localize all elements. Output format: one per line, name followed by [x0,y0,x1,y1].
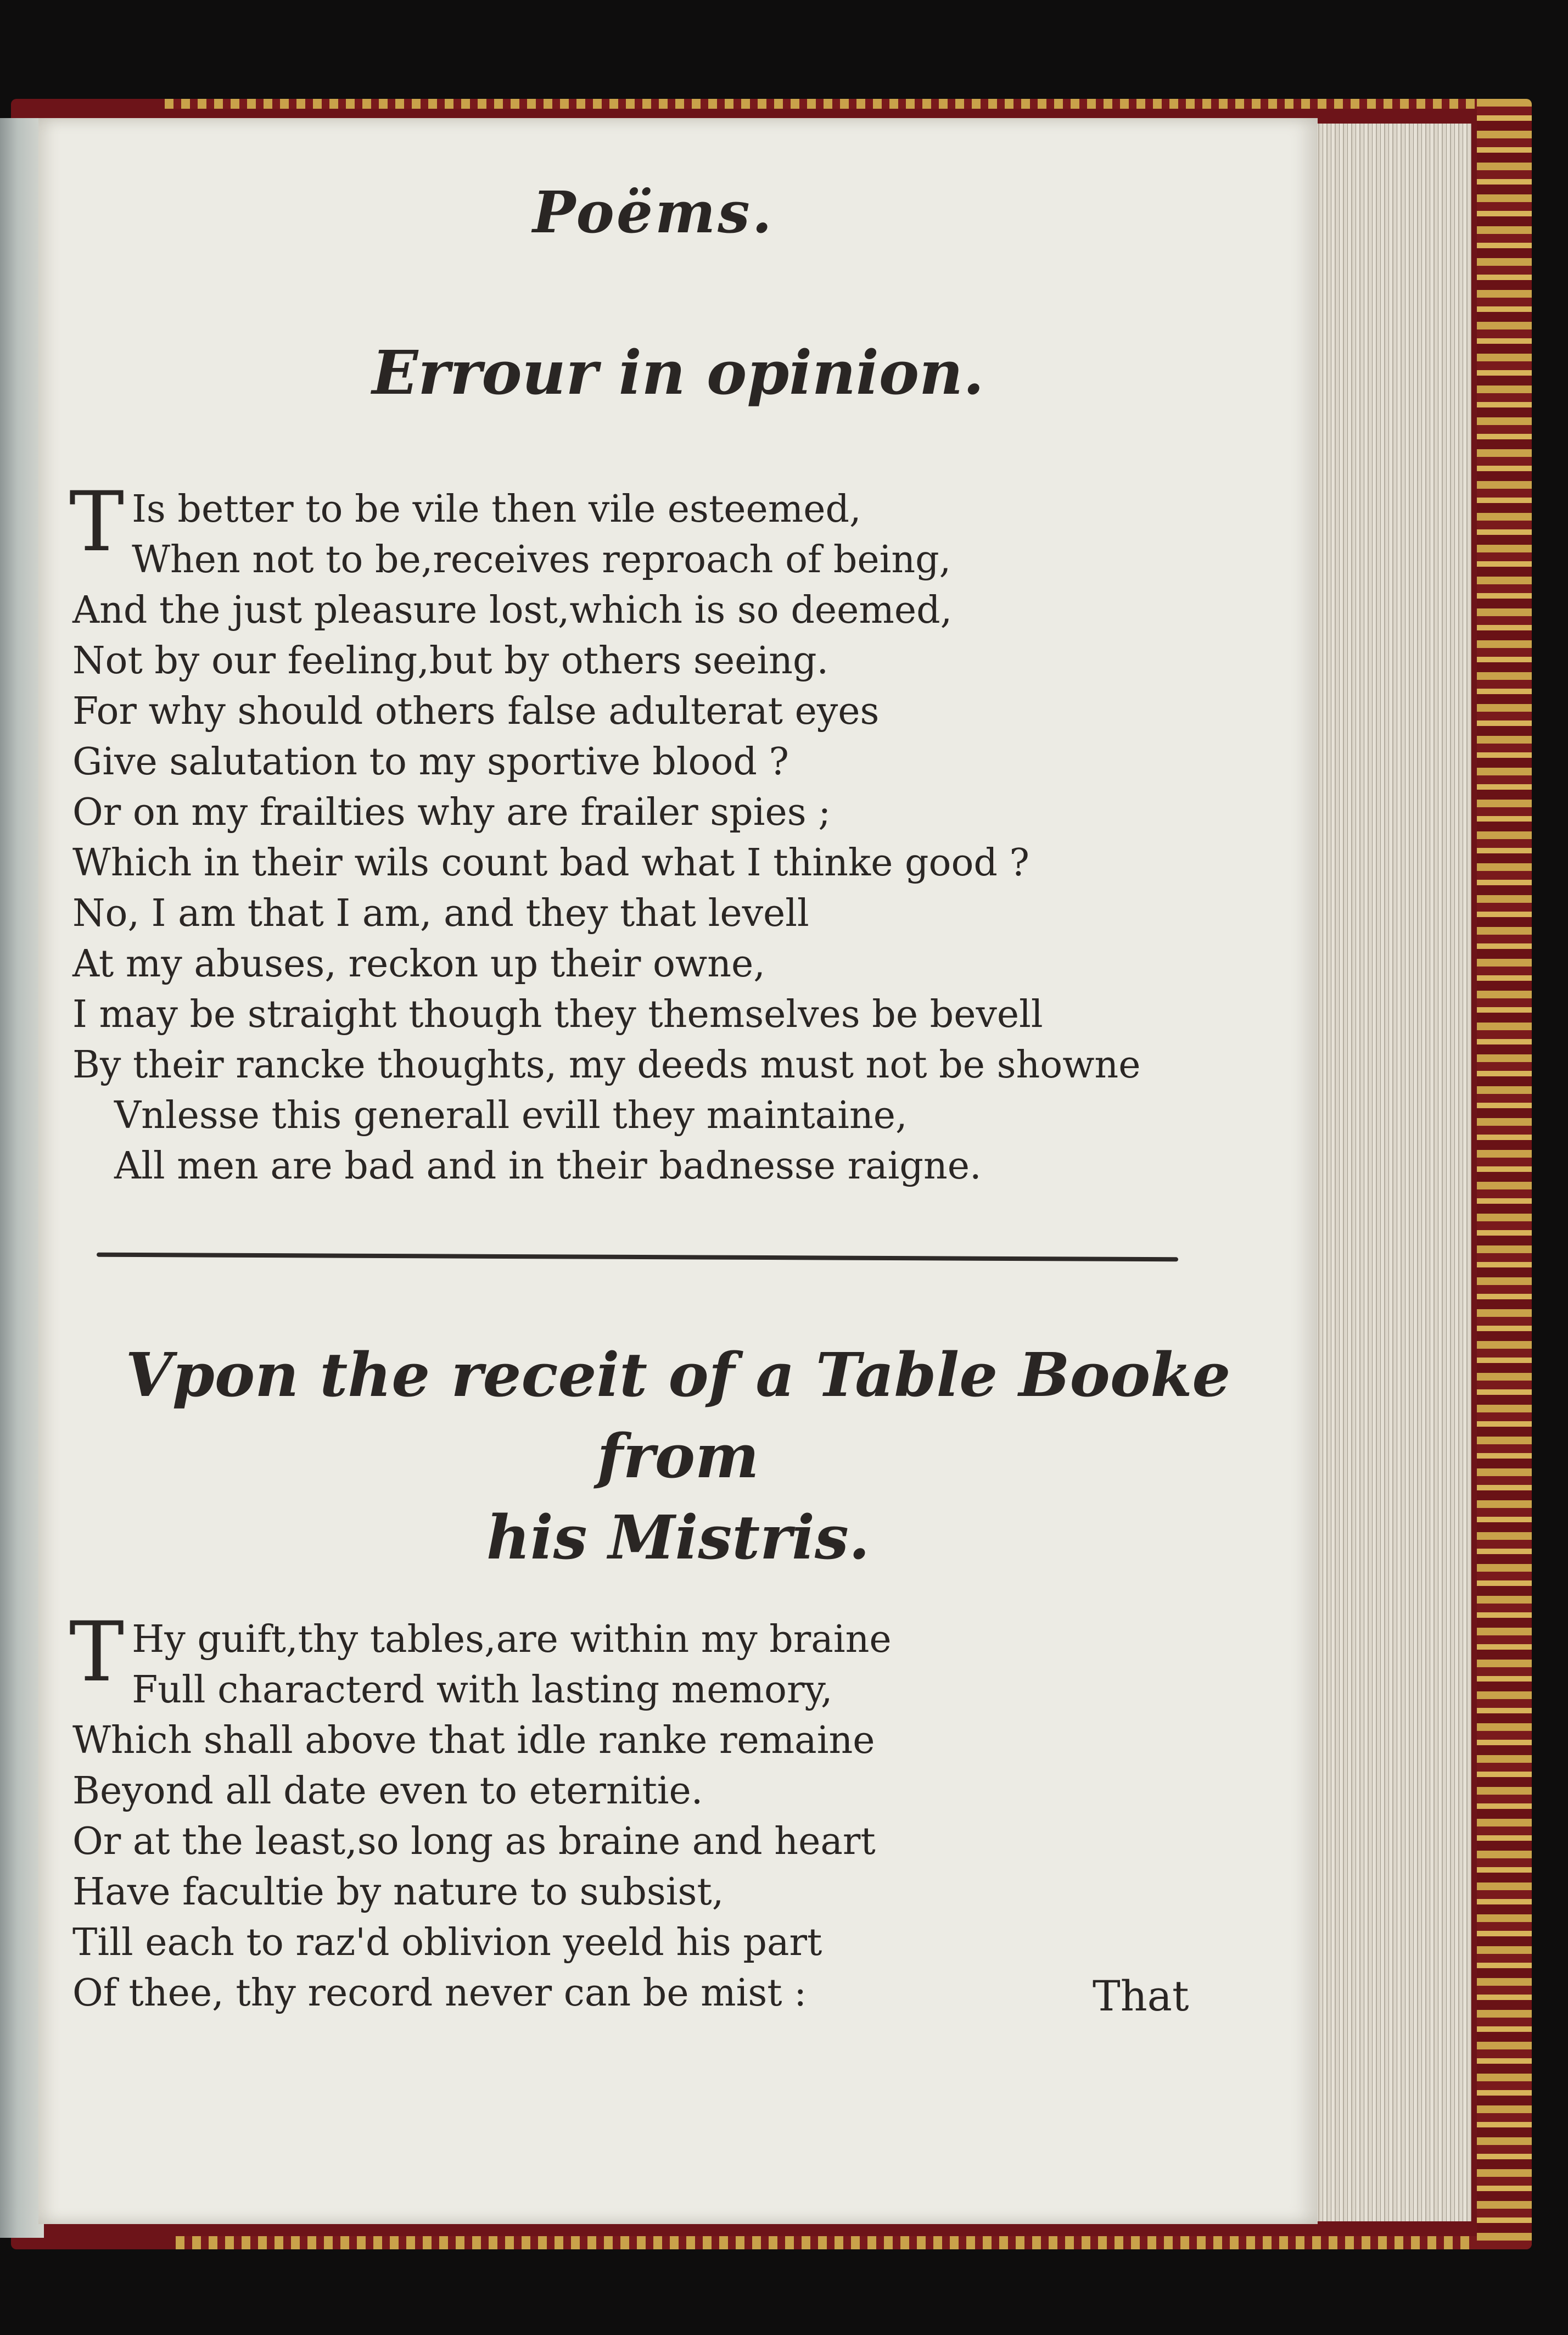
poem-line: I may be straight though they themselves be bevell [72,993,1043,1036]
poem-line: Vnlesse this generall evill they maintaine, [114,1094,908,1137]
poem-body [69,474,1141,1192]
poem-line: By their rancke thoughts, my deeds must not be showne [72,1043,1141,1087]
poem-line: Of thee, thy record never can be mist : [72,1971,807,2015]
poem-line: All men are bad and in their badnesse raigne. [114,1144,982,1188]
poem-line: Till each to raz'd oblivion yeeld his part [72,1921,822,1964]
poem-line: Have facultie by nature to subsist, [72,1870,724,1914]
gilt-edge-right [1477,99,1532,2249]
poem-line: Which in their wils count bad what I thinke good ? [72,841,1029,885]
poem-line: At my abuses, reckon up their owne, [72,942,765,986]
poem-line: For why should others false adulterat eyes [72,690,880,733]
catchword: That [1093,1971,1189,2020]
drop-cap: T [69,1605,125,1700]
poem-line: Give salutation to my sportive blood ? [72,740,789,784]
poem-title: Vpon the receit of a Table Booke from his Mistris. [125,1339,1231,1573]
poem-line: Beyond all date even to eternitie. [72,1769,703,1813]
poem-line: Not by our feeling,but by others seeing. [72,639,829,683]
poem-body [69,1605,892,2019]
section-rule [97,1253,1178,1262]
drop-cap: T [69,474,125,570]
poem-line: When not to be,receives reproach of being, [132,538,951,582]
facing-page-edge [0,118,44,2238]
page-block-fore-edge [1307,124,1471,2221]
poem-line: Full characterd with lasting memory, [132,1668,833,1712]
book-page [38,118,1318,2224]
poem-line: No, I am that I am, and they that levell [72,892,809,935]
poem-line: Which shall above that idle ranke remaine [72,1719,875,1762]
poem-title: Errour in opinion. [372,337,984,408]
poem-line: Or at the least,so long as braine and heart [72,1820,876,1863]
poem-line: T Is better to be vile then vile esteemed, [69,474,861,570]
poem-line: Or on my frailties why are frailer spies ; [72,791,831,834]
gilt-edge-top [165,99,1477,109]
gilt-edge-bottom [176,2236,1477,2249]
poem-line: T Hy guift,thy tables,are within my braine [69,1605,892,1700]
running-head: Poëms. [533,178,774,246]
poem-line: And the just pleasure lost,which is so deemed, [72,589,953,632]
